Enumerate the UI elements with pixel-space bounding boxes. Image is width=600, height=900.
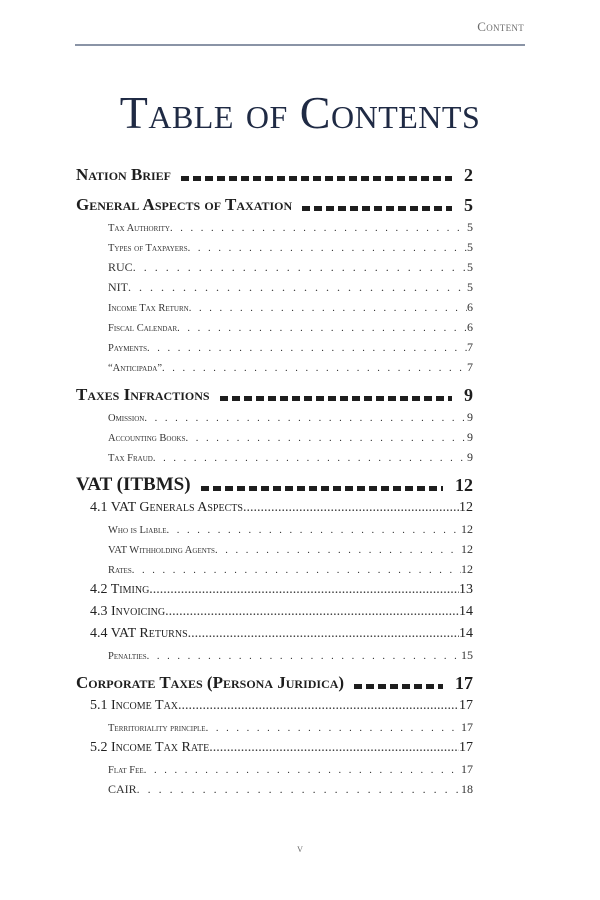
toc-entry[interactable]	[76, 430, 473, 450]
toc-entry[interactable]	[76, 450, 473, 470]
dot-leader	[149, 582, 459, 598]
toc-section-label: General Aspects of Taxation	[76, 195, 293, 214]
dot-leader	[153, 453, 467, 464]
running-header: Content	[477, 19, 524, 34]
toc-subsection-label: 4.4 VAT Returns	[90, 626, 188, 641]
toc-section-nation-brief[interactable]	[76, 160, 473, 190]
toc-page-number: 9	[467, 430, 473, 444]
toc-page-number: 17	[461, 720, 473, 734]
dash-leader	[354, 684, 443, 689]
dot-leader	[147, 343, 467, 354]
toc-entry[interactable]	[76, 320, 473, 340]
toc-page-number: 9	[467, 410, 473, 424]
dot-leader	[206, 723, 461, 734]
toc-entry[interactable]	[76, 360, 473, 380]
toc-page-number: 12	[459, 500, 473, 515]
dot-leader	[177, 323, 467, 334]
toc-page-number: 14	[459, 626, 473, 641]
toc-entry[interactable]	[76, 300, 473, 320]
toc-entry-label: CAIR	[108, 782, 137, 796]
toc-section-taxes-infractions[interactable]	[76, 380, 473, 410]
toc-page-number: 17	[459, 740, 473, 755]
toc-page-number: 6	[467, 300, 473, 314]
dot-leader	[165, 604, 459, 620]
toc-page-number: 13	[459, 582, 473, 597]
dot-leader	[209, 740, 459, 756]
page-number: v	[297, 843, 303, 855]
toc-section-label: Corporate Taxes (Persona Juridica)	[76, 673, 345, 692]
toc-entry-label: Omission	[108, 413, 145, 424]
toc-entry-label: Flat Fee	[108, 765, 144, 776]
toc-entry[interactable]	[76, 762, 473, 782]
toc-subsection-label: 5.1 Income Tax	[90, 698, 179, 713]
toc-entry-label: Fiscal Calendar	[108, 323, 178, 334]
dot-leader	[189, 303, 467, 314]
toc-entry-label: NIT	[108, 280, 128, 294]
toc-entry[interactable]	[76, 240, 473, 260]
toc-entry-label: Penalties	[108, 651, 147, 662]
toc-subsection[interactable]	[76, 500, 473, 522]
toc-entry-label: VAT Withholding Agents	[108, 545, 215, 556]
toc-entry-label: RUC	[108, 260, 133, 274]
toc-page-number: 5	[467, 260, 473, 274]
toc-entry-label: Who is Liable	[108, 525, 167, 536]
dash-leader	[181, 176, 452, 181]
toc-page-number: 12	[461, 562, 473, 576]
dash-leader	[220, 396, 452, 401]
dot-leader	[144, 413, 467, 424]
dot-leader	[128, 280, 467, 295]
toc-section-label: VAT (ITBMS)	[76, 474, 191, 495]
toc-entry[interactable]	[76, 522, 473, 542]
toc-entry[interactable]	[76, 280, 473, 300]
toc-subsection[interactable]	[76, 626, 473, 648]
dot-leader	[162, 363, 467, 374]
toc-entry-label: Income Tax Return	[108, 303, 189, 314]
toc-page-number: 14	[459, 604, 473, 619]
toc-page-number: 5	[467, 240, 473, 254]
toc-page-number: 12	[455, 474, 473, 495]
toc-subsection[interactable]	[76, 740, 473, 762]
toc-section-vat[interactable]	[76, 470, 473, 500]
header-rule	[75, 44, 525, 46]
toc-entry[interactable]	[76, 260, 473, 280]
toc-entry[interactable]	[76, 720, 473, 740]
toc-section-corporate-taxes[interactable]	[76, 668, 473, 698]
toc-entry-label: Accounting Books	[108, 433, 186, 444]
toc-entry[interactable]	[76, 782, 473, 802]
toc-entry-label: Types of Taxpayers	[108, 243, 188, 254]
toc-subsection-label: 4.2 Timing	[90, 582, 150, 597]
toc-section-general-aspects[interactable]	[76, 190, 473, 220]
toc-page-number: 7	[467, 340, 473, 354]
page-title: Table of Contents	[119, 87, 481, 138]
toc-subsection[interactable]	[76, 604, 473, 626]
toc-subsection[interactable]	[76, 698, 473, 720]
toc-page-number: 5	[467, 220, 473, 234]
toc-page-number: 6	[467, 320, 473, 334]
toc-entry[interactable]	[76, 220, 473, 240]
toc-page-number: 9	[467, 450, 473, 464]
dash-leader	[302, 206, 452, 211]
toc-entry-label: Tax Fraud	[108, 453, 153, 464]
toc-entry[interactable]	[76, 542, 473, 562]
toc-section-label: Nation Brief	[76, 165, 171, 184]
dash-leader	[201, 486, 443, 491]
toc-entry[interactable]	[76, 410, 473, 430]
toc-page-number: 2	[464, 164, 473, 185]
dot-leader	[133, 260, 467, 275]
toc-page-number: 18	[461, 782, 473, 796]
toc-entry[interactable]	[76, 562, 473, 582]
toc-subsection-label: 4.3 Invoicing	[90, 604, 166, 619]
toc-entry-label: Tax Authority	[108, 223, 170, 234]
dot-leader	[188, 626, 459, 642]
toc-subsection-label: 4.1 VAT Generals Aspects	[90, 500, 243, 515]
dot-leader	[215, 545, 461, 556]
toc-entry[interactable]	[76, 648, 473, 668]
toc-section-label: Taxes Infractions	[76, 385, 210, 404]
toc-page-number: 5	[467, 280, 473, 294]
dot-leader	[170, 223, 467, 234]
dot-leader	[186, 433, 468, 444]
toc-page-number: 17	[459, 698, 473, 713]
toc-page-number: 17	[455, 672, 473, 693]
dot-leader	[188, 243, 467, 254]
dot-leader	[132, 565, 461, 576]
toc-page-number: 12	[461, 542, 473, 556]
dot-leader	[144, 765, 461, 776]
toc-subsection[interactable]	[76, 582, 473, 604]
toc-subsection-label: 5.2 Income Tax Rate	[90, 740, 210, 755]
toc-page-number: 7	[467, 360, 473, 374]
toc-entry-label: Territoriality principle	[108, 723, 206, 734]
toc-entry-label: Payments	[108, 343, 148, 354]
dot-leader	[137, 782, 461, 797]
table-of-contents	[76, 160, 473, 802]
dot-leader	[178, 698, 459, 714]
toc-page-number: 15	[461, 648, 473, 662]
dot-leader	[147, 651, 461, 662]
dot-leader	[243, 500, 459, 516]
toc-entry[interactable]	[76, 340, 473, 360]
toc-page-number: 17	[461, 762, 473, 776]
toc-entry-label: Rates	[108, 565, 132, 576]
toc-page-number: 12	[461, 522, 473, 536]
dot-leader	[167, 525, 461, 536]
toc-page-number: 9	[464, 384, 473, 405]
toc-entry-label: “Anticipada”	[108, 363, 162, 374]
toc-page-number: 5	[464, 194, 473, 215]
